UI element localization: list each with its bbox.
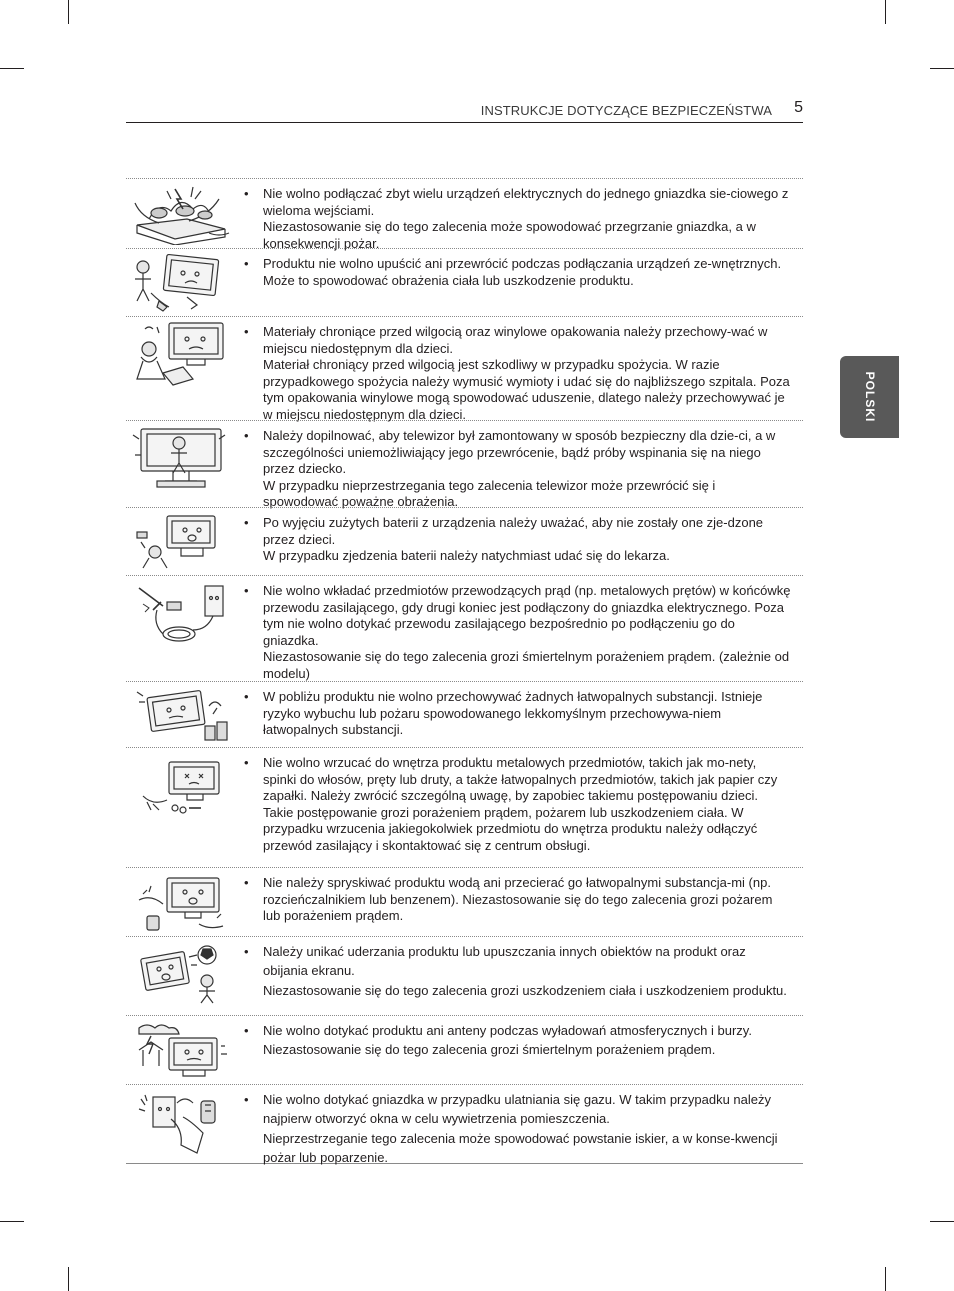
paragraph: Produktu nie wolno upuścić ani przewrócić podczas podłączania urządzeń ze-wnętrznych. [263,256,782,271]
safety-item [126,248,803,317]
bullet: • [244,944,249,959]
crop-mark [885,0,886,24]
crop-mark [930,68,954,69]
item-text [263,875,793,925]
overloaded-outlet-icon [129,183,233,245]
item-text [263,1021,793,1060]
safety-item [126,1084,803,1164]
item-text [263,942,793,1000]
power-cord-metal-icon [129,580,233,646]
item-text [263,186,793,252]
flammable-near-tv-icon [129,686,233,746]
item-text [263,256,793,289]
crop-mark [0,68,24,69]
paragraph: W pobliżu produktu nie wolno przechowywać żadnych łatwopalnych substancji. Istnieje ryzyko wybuchu lub pożaru spowodowanego lekkomyślnym przechowywa-niem łatwopalnych substancji. [263,689,763,738]
item-text [263,583,793,683]
bullet: • [244,689,249,704]
objects-into-tv-icon [129,752,233,818]
safety-item [126,420,803,508]
item-text [263,689,793,739]
safety-item [126,507,803,576]
tv-falling-icon [129,253,233,313]
crop-mark [930,1221,954,1222]
paragraph: Niezastosowanie się do tego zalecenia grozi śmiertelnym porażeniem prądem. [263,1042,716,1058]
bullet: • [244,515,249,530]
paragraph: Może to spowodować obrażenia ciała lub uszkodzenie produktu. [263,272,634,288]
safety-item [126,1015,803,1085]
paragraph: Nie wolno dotykać produktu ani anteny podczas wyładowań atmosferycznych i burzy. [263,1023,752,1038]
item-text [263,324,793,424]
bullet: • [244,875,249,890]
paragraph: Nie należy spryskiwać produktu wodą ani przecierać go łatwopalnymi substancja-mi (np. rozcieńczalnikiem lub benzenem). Niezastosowanie się do tego zalecenia grozi pożarem lub porażeniem prądem. [263,875,773,924]
crop-mark [68,0,69,24]
paragraph: Nieprzestrzeganie tego zalecenia może spowodować powstanie iskier, a w konse-kwencji pożar lub poparzenie. [263,1130,778,1165]
bullet: • [244,1023,249,1038]
spray-water-icon [129,872,233,934]
paragraph: Po wyjęciu zużytych baterii z urządzenia należy uważać, aby nie zostały one zje-dzone przez dzieci. [263,515,764,547]
paragraph: Należy unikać uderzania produktu lub upuszczania innych obiektów na produkt oraz obijania ekranu. [263,944,746,979]
paragraph: Nie wolno wrzucać do wnętrza produktu metalowych przedmiotów, takich jak mo-nety, spinki do włosów, pręty lub druty, a także łatwopalnych przedmiotów, takich jak papier czy zapałki. Należy zwrócić szczególną uwagę, by zapobiec takiemu postępowaniu dzieci. [263,755,778,804]
paragraph: W przypadku nieprzestrzegania tego zalecenia telewizor może przewrócić się i spowodować poważne obrażenia. [263,477,716,510]
safety-item [126,316,803,421]
bullet: • [244,1092,249,1107]
paragraph: Należy dopilnować, aby telewizor był zamontowany w sposób bezpieczny dla dzie-ci, a w szczególności uniemożliwiający jego przewrócenie, bądź próby wspinania się na niego przez dziecko. [263,428,776,477]
language-tab-label: POLSKI [862,371,877,423]
safety-item [126,681,803,748]
bullet: • [244,428,249,443]
ball-hitting-tv-icon [129,941,233,1007]
safety-item [126,936,803,1016]
child-packaging-icon [129,321,233,387]
bullet: • [244,324,249,339]
page-header [126,96,803,123]
paragraph: Nie wolno wkładać przedmiotów przewodzących prąd (np. metalowych prętów) w końcówkę przewodu zasilającego, gdy drugi koniec jest podłączony do gniazdka elektrycznego. Poza tym nie wolno dotykać przewodu zasilającego bezpośrednio po podłączeniu go do gniazdka. [263,583,791,648]
bullet: • [244,186,249,201]
safety-item [126,575,803,682]
paragraph: Niezastosowanie się do tego zalecenia grozi uszkodzeniem ciała i uszkodzeniem produktu. [263,982,787,998]
crop-mark [885,1267,886,1291]
paragraph: Materiały chroniące przed wilgocią oraz winylowe opakowania należy przechowy-wać w miejscu niedostępnym dla dzieci. [263,324,768,356]
bullet: • [244,583,249,598]
crop-mark [68,1267,69,1291]
page-number: 5 [794,99,803,116]
paragraph: Niezastosowanie się do tego zalecenia grozi śmiertelnym porażeniem prądem. (zależnie od modelu) [263,649,790,681]
bullet: • [244,256,249,271]
paragraph: Materiał chroniący przed wilgocią jest szkodliwy w przypadku spożycia. W razie przypadkowego spożycia należy wymusić wymioty i udać się do najbliższego szpitala. Poza tym opakowania winylowe mogą spowodować uduszenie, dlatego należy przechowywać je w miejscu niedostępnym dla dzieci. [263,357,790,422]
lightning-storm-icon [129,1020,233,1082]
crop-mark [0,1221,24,1222]
paragraph: Takie postępowanie grozi porażeniem prądem, pożarem lub uszkodzeniem ciała. W przypadku wrzucenia jakiegokolwiek przedmiotu do wnętrza produktu należy odłączyć przewód zasilający i skontaktować się z centrum obsługi. [263,804,758,853]
item-text [263,1090,793,1167]
paragraph: W przypadku zjedzenia baterii należy natychmiast udać się do lekarza. [263,548,670,564]
language-tab [840,356,899,438]
paragraph: Nie wolno dotykać gniazdka w przypadku ulatniania się gazu. W takim przypadku należy najpierw otworzyć okna w celu wywietrzenia pomieszczenia. [263,1092,771,1127]
page-title: INSTRUKCJE DOTYCZĄCE BEZPIECZEŃSTWA [480,103,772,118]
safety-item [126,747,803,868]
paragraph: Niezastosowanie się do tego zalecenia może spowodować przegrzanie gniazdka, a w konsekwencji pożar. [263,219,756,251]
gas-leak-outlet-icon [129,1089,233,1155]
safety-item [126,178,803,249]
item-text [263,755,793,855]
bullet: • [244,755,249,770]
paragraph: Nie wolno podłączać zbyt wielu urządzeń elektrycznych do jednego gniazdka sie-ciowego z wieloma wejściami. [263,186,789,218]
item-text [263,515,793,565]
child-climbing-tv-icon [129,425,233,491]
item-text [263,428,793,511]
safety-item [126,867,803,937]
battery-swallow-icon [129,512,233,572]
